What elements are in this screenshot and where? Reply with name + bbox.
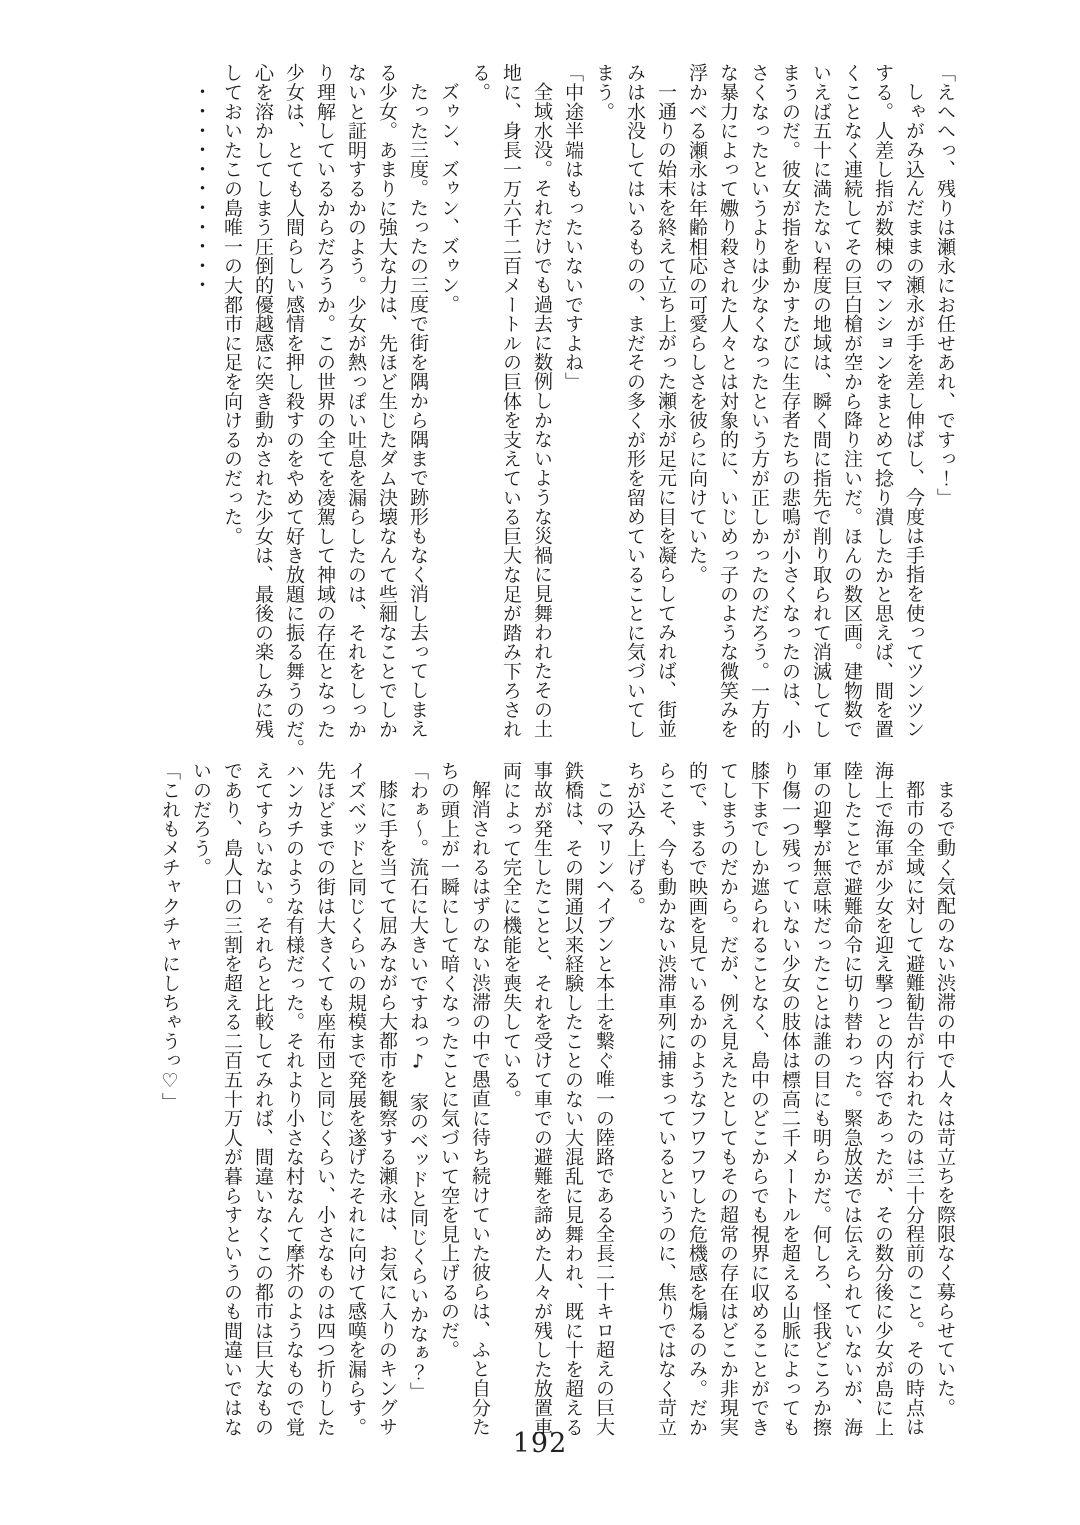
text-line: する。人差し指が数棟のマンションをまとめて捻り潰したかと思えば、間を置 [872, 63, 894, 739]
text-line: しておいたこの島唯一の大都市に足を向けるのだった。 [221, 63, 243, 546]
text-line: らこそ、今も動かない渋滞車列に捕まっているというのに、焦りではなく苛立 [655, 761, 677, 1437]
text-line: 少女は、とても人間らしい感情を押し殺すのをやめて好き放題に振る舞うのだ。 [283, 63, 305, 758]
text-line: 膝に手を当てて屈みながら大都市を観察する瀬永は、お気に入りのキングサ [376, 780, 398, 1437]
text-line: 解消されるはずのない渋滞の中で愚直に待ち続けていた彼らは、ふと自分た [469, 780, 491, 1437]
text-line: 先ほどまでの街は大きくても座布団と同じくらい、小さなものは四つ折りした [314, 761, 336, 1437]
text-line: たった三度。たったの三度で街を隅から隅まで跡形もなく消し去ってしまえ [407, 82, 429, 739]
top-text-block [185, 63, 960, 758]
text-line: であり、島人口の三割を超える二百五十万人が暮らすというのも間違いではな [221, 761, 243, 1437]
text-line: ハンカチのような有様だった。それより小さな村なんて摩芥のようなもので覚 [283, 761, 305, 1437]
bottom-text-block [154, 761, 960, 1441]
page-number: 192 [512, 1428, 568, 1459]
text-line: ・・・・・・・・・・・ [190, 82, 212, 295]
text-line: みは水没してはいるものの、まだその多くが形を留めていることに気づいてし [624, 63, 646, 739]
text-line: 都市の全域に対して避難勧告が行われたのは三十分程前のこと。その時点は [903, 780, 925, 1437]
text-line: まるで動く気配のない渋滞の中で人々は苛立ちを際限なく募らせていた。 [934, 780, 956, 1417]
text-line: る。 [469, 63, 491, 102]
text-line: イズベッドと同じくらいの規模まで発展を遂げたそれに向けて感嘆を漏らす。 [345, 761, 367, 1437]
text-line: ないと証明するかのよう。少女が熱っぽい吐息を漏らしたのは、それをしっか [345, 63, 367, 739]
text-line: まうのだ。彼女が指を動かすたびに生存者たちの悲鳴が小さくなったのは、小 [779, 63, 801, 739]
text-line: ちの頭上が一瞬にして暗くなったことに気づいて空を見上げるのだ。 [438, 761, 460, 1360]
text-line: り傷一つ残っていない少女の肢体は標高二千メートルを超える山脈によっても [779, 761, 801, 1437]
text-line: このマリンヘイブンと本土を繋ぐ唯一の陸路である全長二十キロ超えの巨大 [593, 780, 615, 1437]
text-line: しゃがみ込んだままの瀬永が手を差し伸ばし、今度は手指を使ってツンツン [903, 82, 925, 739]
text-line: ちが込み上げる。 [624, 761, 646, 916]
text-line: 「中途半端はもったいないですよね」 [562, 63, 584, 392]
text-line: さくなったというよりは少なくなったという方が正しかったのだろう。一方的 [748, 63, 770, 739]
text-line: くことなく連続してその巨白槍が空から降り注いだ。ほんの数区画。建物数で [841, 63, 863, 739]
text-line: 海上で海軍が少女を迎え撃つとの内容であったが、その数分後に少女が島に上 [872, 761, 894, 1437]
text-line: 「これもメチャクチャにしちゃうっ♡」 [159, 761, 181, 1112]
text-line: 心を溶かしてしまう圧倒的優越感に突き動かされた少女は、最後の楽しみに残 [252, 63, 274, 739]
text-line: 鉄橋は、その開通以来経験したことのない大混乱に見舞われ、既に十を超える [562, 761, 584, 1437]
text-line: る少女。あまりに強大な力は、先ほど生じたダム決壊なんて些細なことでしか [376, 63, 398, 739]
text-line: ズゥン、ズゥン、ズゥン。 [438, 82, 460, 314]
text-line: り理解しているからだろうか。この世界の全てを凌駕して神域の存在となった [314, 63, 336, 739]
text-line: 「わぁ〜。流石に大きいですねっ♪ 家のベッドと同じくらいかなぁ？」 [407, 761, 429, 1401]
text-line: 軍の迎撃が無意味だったことは誰の目にも明らかだ。何しろ、怪我どころか擦 [810, 761, 832, 1437]
text-line: 浮かべる瀬永は年齢相応の可愛らしさを彼らに向けていた。 [686, 63, 708, 585]
text-line: 的で、まるで映画を見ているかのようなフワフワした危機感を煽るのみ。だか [686, 761, 708, 1437]
text-line: な暴力によって嫐り殺された人々とは対象的に、いじめっ子のような微笑みを [717, 63, 739, 739]
text-line: いえば五十に満たない程度の地域は、瞬く間に指先で削り取られて消滅してし [810, 63, 832, 739]
text-line: 膝下までしか遮られることなく、島中のどこからでも視界に収めることができ [748, 761, 770, 1437]
text-line: 「えへへっ、残りは瀬永にお任せあれ、ですっ！」 [934, 63, 956, 507]
text-line: てしまうのだから。だが、例え見えたとしてもその超常の存在はどこか非現実 [717, 761, 739, 1437]
text-line: えてすらいない。それらと比較してみれば、間違いなくこの都市は巨大なもの [252, 761, 274, 1437]
text-line: 事故が発生したことと、それを受けて車での避難を諦めた人々が残した放置車 [531, 761, 553, 1437]
text-line: 一通りの始末を終えて立ち上がった瀬永が足元に目を凝らしてみれば、街並 [655, 82, 677, 739]
text-line: 陸したことで避難命令に切り替わった。緊急放送では伝えられていないが、海 [841, 761, 863, 1437]
text-line: 地に、身長一万六千二百メートルの巨体を支えている巨大な足が踏み下ろされ [500, 63, 522, 739]
text-line: 両によって完全に機能を喪失している。 [500, 761, 522, 1109]
text-line: いのだろう。 [190, 761, 212, 877]
text-line: まう。 [593, 63, 615, 121]
text-line: 全域水没。それだけでも過去に数例しかないような災禍に見舞われたその土 [531, 82, 553, 739]
